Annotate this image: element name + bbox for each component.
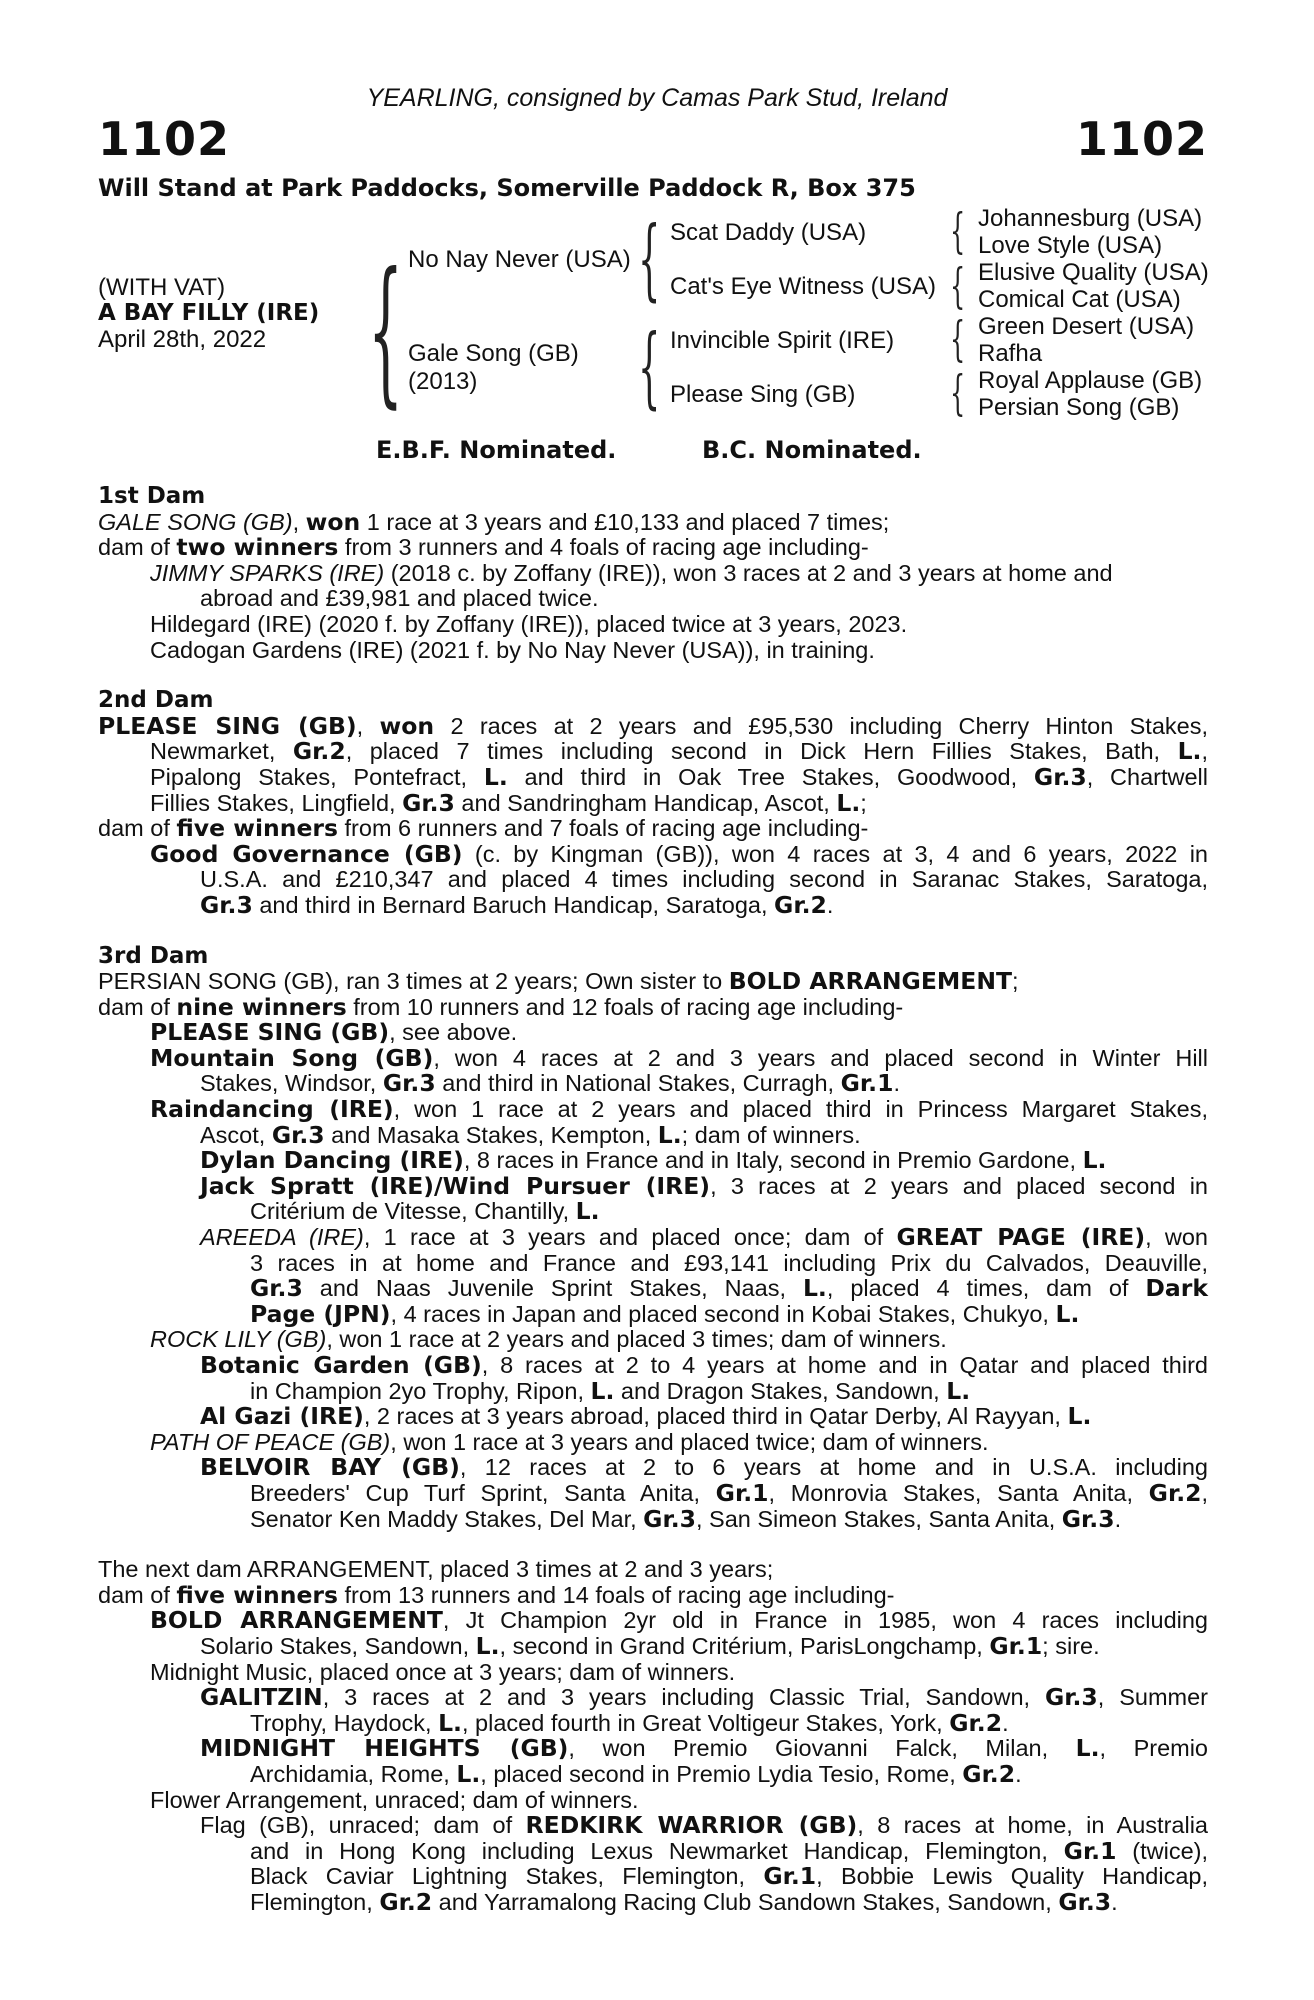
- pedigree-g3-6: Rafha: [978, 340, 1043, 367]
- first-dam-heading: 1st Dam: [98, 483, 206, 509]
- catalogue-body: [98, 484, 1208, 1915]
- lot-number-left: 1102: [98, 112, 231, 166]
- progeny-good-governance-2: U.S.A. and £210,347 and placed 4 times including second in Saranac Stakes, Saratoga,: [200, 866, 1208, 893]
- pedigree-sire: No Nay Never (USA): [408, 246, 631, 273]
- progeny-areeda-3: Gr.3 and Naas Juvenile Sprint Stakes, Naas, L., placed 4 times, dam of Dark: [250, 1274, 1208, 1303]
- progeny-botanic-garden-2: in Champion 2yo Trophy, Ripon, L. and Dragon Stakes, Sandown, L.: [250, 1376, 971, 1405]
- second-dam-produce-summary: dam of five winners from 6 runners and 7 foals of racing age including-: [98, 814, 869, 843]
- progeny-areeda-2: 3 races in at home and France and £93,141 including Prix du Calvados, Deauville,: [250, 1249, 1208, 1276]
- progeny-good-governance-3: Gr.3 and third in Bernard Baruch Handicap, Saratoga, Gr.2.: [200, 890, 834, 919]
- pedigree-brace-dam: {: [638, 315, 661, 418]
- next-dam-record: The next dam ARRANGEMENT, placed 3 times at 2 and 3 years;: [98, 1556, 774, 1583]
- progeny-belvoir-bay-2: Breeders' Cup Turf Sprint, Santa Anita, Gr.1, Monrovia Stakes, Santa Anita, Gr.2,: [250, 1478, 1209, 1507]
- pedigree-g3-1: Johannesburg (USA): [978, 205, 1203, 232]
- progeny-flag: Flag (GB), unraced; dam of REDKIRK WARRIOR (GB), 8 races at home, in Australia: [200, 1811, 1208, 1840]
- pedigree-g3-8: Persian Song (GB): [978, 394, 1180, 421]
- progeny-good-governance: Good Governance (GB) (c. by Kingman (GB)), won 4 races at 3, 4 and 6 years, 2022 in: [150, 839, 1208, 868]
- third-dam-produce-summary: dam of nine winners from 10 runners and 12 foals of racing age including-: [98, 992, 904, 1021]
- progeny-cadogan-gardens: Cadogan Gardens (IRE) (2021 f. by No Nay Never (USA)), in training.: [150, 636, 875, 663]
- third-dam-heading: 3rd Dam: [98, 942, 209, 969]
- pedigree-g3-5: Green Desert (USA): [978, 313, 1195, 340]
- progeny-areeda-4: Page (JPN), 4 races in Japan and placed second in Kobai Stakes, Chukyo, L.: [250, 1299, 1080, 1328]
- pedigree-brace-g2: {: [950, 258, 966, 314]
- progeny-jimmy-sparks-cont: abroad and £39,981 and placed twice.: [200, 585, 599, 612]
- progeny-bold-arrangement-2: Solario Stakes, Sandown, L., second in Grand Critérium, ParisLongchamp, Gr.1; sire.: [200, 1631, 1100, 1660]
- second-dam-record-4: Fillies Stakes, Lingfield, Gr.3 and Sandringham Handicap, Ascot, L.;: [150, 788, 867, 817]
- progeny-flower-arrangement: Flower Arrangement, unraced; dam of winners.: [150, 1786, 639, 1813]
- next-dam-produce-summary: dam of five winners from 13 runners and 14 foals of racing age including-: [98, 1580, 895, 1609]
- progeny-raindancing: Raindancing (IRE), won 1 race at 2 years and placed third in Princess Margaret Stakes,: [150, 1095, 1208, 1124]
- progeny-galitzin: GALITZIN, 3 races at 2 and 3 years including Classic Trial, Sandown, Gr.3, Summer: [200, 1683, 1208, 1712]
- ebf-nomination: E.B.F. Nominated.: [376, 436, 617, 464]
- progeny-rock-lily: ROCK LILY (GB), won 1 race at 2 years and placed 3 times; dam of winners.: [150, 1326, 947, 1353]
- progeny-mountain-song: Mountain Song (GB), won 4 races at 2 and 3 years and placed second in Winter Hill: [150, 1043, 1208, 1072]
- progeny-jack-spratt-2: Critérium de Vitesse, Chantilly, L.: [250, 1197, 600, 1226]
- consignor-line: YEARLING, consigned by Camas Park Stud, Ireland: [366, 84, 948, 112]
- foaling-date: April 28th, 2022: [98, 326, 267, 353]
- pedigree-sire-sire: Scat Daddy (USA): [670, 219, 867, 246]
- second-dam-record: PLEASE SING (GB), won 2 races at 2 years and £95,530 including Cherry Hinton Stakes,: [98, 711, 1209, 740]
- pedigree-g3-7: Royal Applause (GB): [978, 367, 1203, 394]
- pedigree-g3-3: Elusive Quality (USA): [978, 259, 1209, 286]
- progeny-jack-spratt: Jack Spratt (IRE)/Wind Pursuer (IRE), 3 races at 2 years and placed second in: [200, 1171, 1208, 1200]
- progeny-galitzin-2: Trophy, Haydock, L., placed fourth in Great Voltigeur Stakes, York, Gr.2.: [250, 1708, 1009, 1737]
- pedigree-brace-main: {: [368, 239, 404, 423]
- progeny-flag-4: Flemington, Gr.2 and Yarramalong Racing Club Sandown Stakes, Sandown, Gr.3.: [250, 1887, 1118, 1916]
- progeny-areeda: AREEDA (IRE), 1 race at 3 years and placed once; dam of GREAT PAGE (IRE), won: [200, 1223, 1208, 1252]
- pedigree-sire-dam: Cat's Eye Witness (USA): [670, 273, 936, 300]
- first-dam-produce-summary: dam of two winners from 3 runners and 4 foals of racing age including-: [98, 533, 869, 562]
- progeny-al-gazi: Al Gazi (IRE), 2 races at 3 years abroad, placed third in Qatar Derby, Al Rayyan, L.: [200, 1402, 1092, 1431]
- horse-name: A BAY FILLY (IRE): [98, 300, 320, 326]
- pedigree-dam-dam: Please Sing (GB): [670, 381, 856, 408]
- progeny-botanic-garden: Botanic Garden (GB), 8 races at 2 to 4 years at home and in Qatar and placed third: [200, 1351, 1208, 1379]
- lot-number-right: 1102: [1075, 112, 1208, 166]
- pedigree-brace-g3: {: [950, 311, 966, 367]
- pedigree-brace-g1: {: [950, 203, 966, 259]
- progeny-jimmy-sparks: JIMMY SPARKS (IRE) (2018 c. by Zoffany (IRE)), won 3 races at 2 and 3 years at home and: [150, 559, 1113, 586]
- pedigree-dam-year: (2013): [408, 368, 478, 395]
- pedigree-dam-sire: Invincible Spirit (IRE): [670, 327, 895, 354]
- progeny-please-sing: PLEASE SING (GB), see above.: [150, 1018, 518, 1047]
- progeny-midnight-heights-2: Archidamia, Rome, L., placed second in Premio Lydia Tesio, Rome, Gr.2.: [250, 1759, 1022, 1788]
- third-dam-record: PERSIAN SONG (GB), ran 3 times at 2 years; Own sister to BOLD ARRANGEMENT;: [98, 967, 1019, 996]
- progeny-path-of-peace: PATH OF PEACE (GB), won 1 race at 3 years and placed twice; dam of winners.: [150, 1428, 989, 1455]
- pedigree-g3-4: Comical Cat (USA): [978, 286, 1181, 313]
- pedigree-g3-2: Love Style (USA): [978, 232, 1163, 259]
- progeny-midnight-heights: MIDNIGHT HEIGHTS (GB), won Premio Giovanni Falck, Milan, L., Premio: [200, 1734, 1209, 1763]
- progeny-belvoir-bay-3: Senator Ken Maddy Stakes, Del Mar, Gr.3, San Simeon Stakes, Santa Anita, Gr.3.: [250, 1504, 1122, 1533]
- progeny-raindancing-2: Ascot, Gr.3 and Masaka Stakes, Kempton, L.; dam of winners.: [200, 1120, 861, 1149]
- vat-note: (WITH VAT): [98, 274, 226, 301]
- second-dam-record-3: Pipalong Stakes, Pontefract, L. and third in Oak Tree Stakes, Goodwood, Gr.3, Chartwell: [150, 762, 1208, 791]
- progeny-belvoir-bay: BELVOIR BAY (GB), 12 races at 2 to 6 years at home and in U.S.A. including: [200, 1453, 1208, 1482]
- pedigree-brace-sire: {: [638, 207, 661, 310]
- progeny-hildegard: Hildegard (IRE) (2020 f. by Zoffany (IRE)), placed twice at 3 years, 2023.: [150, 610, 908, 637]
- stand-location: Will Stand at Park Paddocks, Somerville Paddock R, Box 375: [98, 174, 916, 202]
- pedigree-dam: Gale Song (GB): [408, 340, 579, 367]
- second-dam-record-2: Newmarket, Gr.2, placed 7 times including second in Dick Hern Fillies Stakes, Bath, L.,: [150, 737, 1208, 766]
- progeny-mountain-song-2: Stakes, Windsor, Gr.3 and third in National Stakes, Curragh, Gr.1.: [200, 1069, 900, 1098]
- progeny-flag-2: and in Hong Kong including Lexus Newmarket Handicap, Flemington, Gr.1 (twice),: [250, 1836, 1208, 1865]
- bc-nomination: B.C. Nominated.: [702, 436, 922, 464]
- progeny-bold-arrangement: BOLD ARRANGEMENT, Jt Champion 2yr old in France in 1985, won 4 races including: [150, 1606, 1208, 1635]
- progeny-flag-3: Black Caviar Lightning Stakes, Flemington, Gr.1, Bobbie Lewis Quality Handicap,: [250, 1862, 1209, 1891]
- progeny-dylan-dancing: Dylan Dancing (IRE), 8 races in France and in Italy, second in Premio Gardone, L.: [200, 1146, 1107, 1175]
- progeny-midnight-music: Midnight Music, placed once at 3 years; dam of winners.: [150, 1658, 736, 1685]
- pedigree-brace-g4: {: [950, 365, 966, 421]
- second-dam-heading: 2nd Dam: [98, 687, 214, 714]
- first-dam-record: GALE SONG (GB), won 1 race at 3 years and £10,133 and placed 7 times;: [98, 507, 890, 536]
